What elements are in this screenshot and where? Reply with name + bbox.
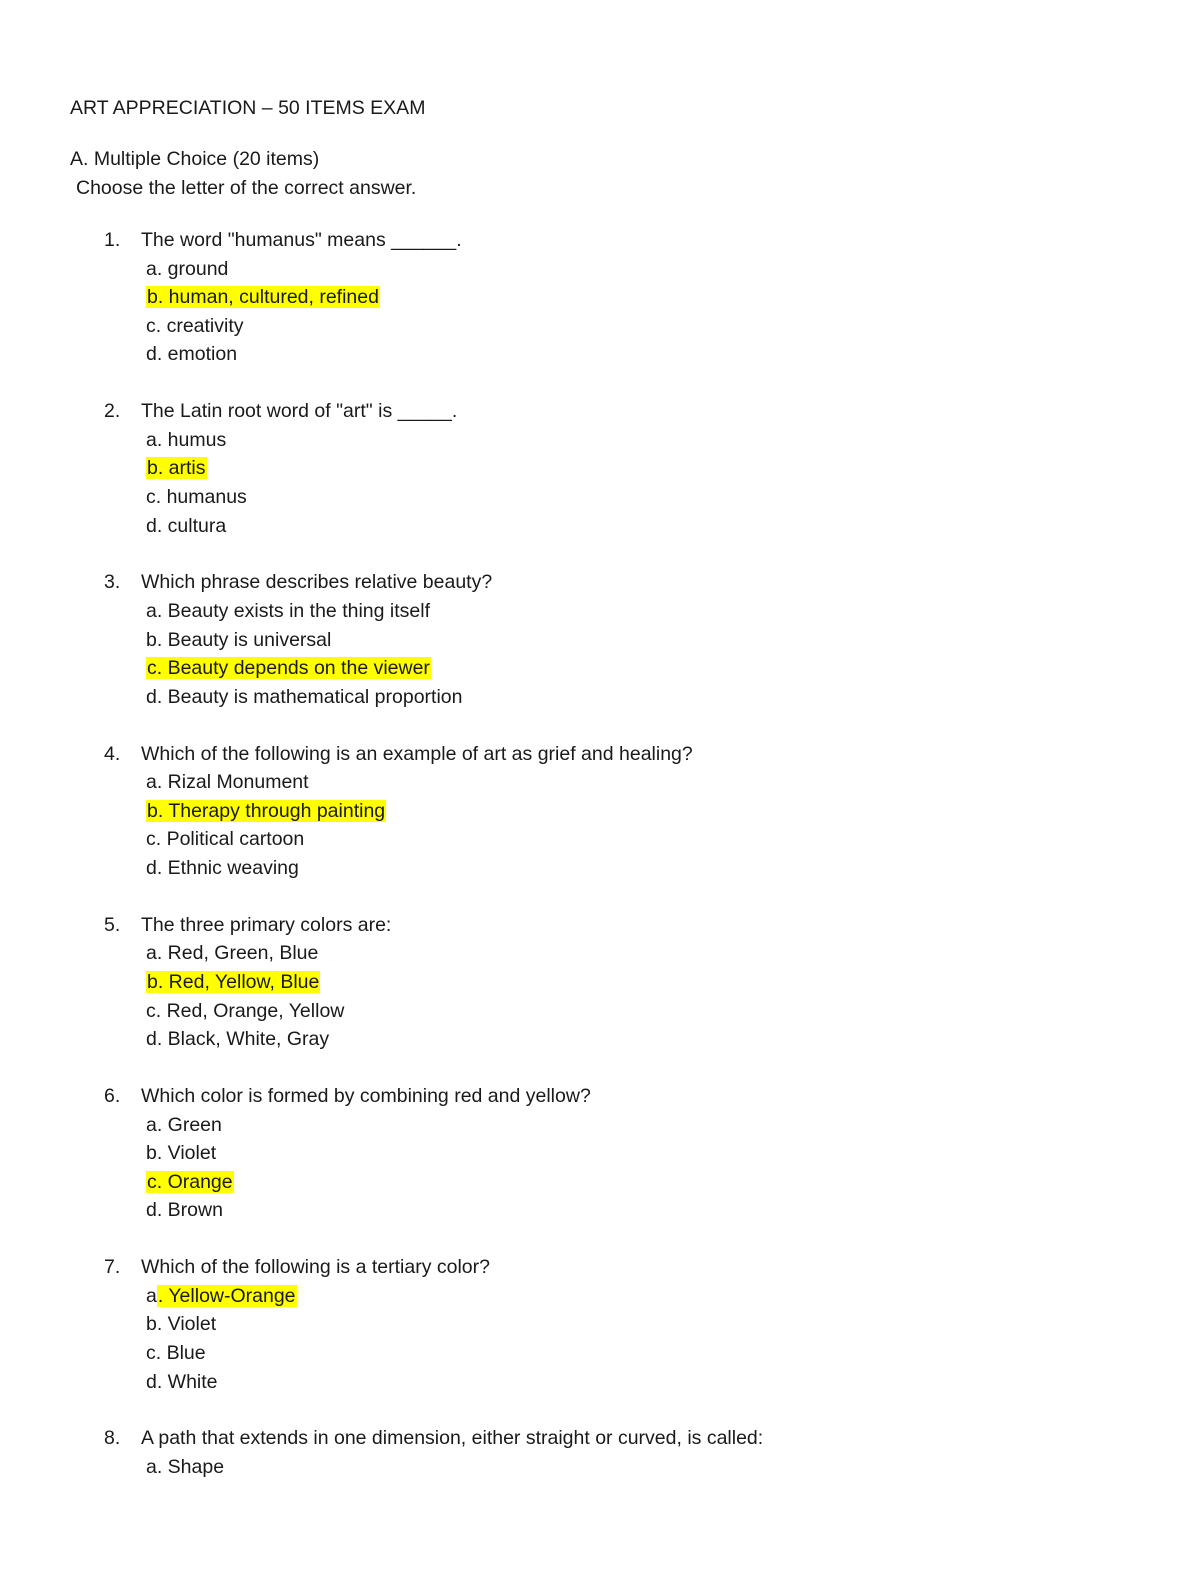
answer-option-text: d. Black, White, Gray	[146, 1028, 330, 1051]
answer-option	[146, 1339, 297, 1368]
answer-option	[146, 1111, 234, 1140]
question-number: 4.	[104, 742, 121, 765]
answer-option-text: c. humanus	[146, 485, 247, 508]
answer-option-highlighted	[146, 797, 386, 826]
answer-option	[146, 997, 344, 1026]
answer-option-text: d. Brown	[146, 1199, 223, 1222]
question-item	[0, 740, 1200, 911]
answer-option	[146, 683, 463, 712]
answer-options	[146, 426, 247, 540]
question-number: 8.	[104, 1427, 121, 1450]
correct-answer-highlight: b. Red, Yellow, Blue	[147, 970, 320, 993]
answer-option	[146, 825, 386, 854]
answer-options	[146, 768, 386, 882]
answer-option-text: a. Green	[146, 1113, 222, 1136]
answer-option	[146, 1453, 224, 1482]
question-item	[0, 397, 1200, 568]
answer-option-highlighted	[146, 454, 247, 483]
answer-option	[146, 597, 463, 626]
answer-option-text: c. Blue	[146, 1341, 206, 1364]
answer-option-text: a. Shape	[146, 1455, 225, 1478]
correct-answer-highlight: c. Orange	[147, 1170, 233, 1193]
question-item	[0, 1253, 1200, 1424]
answer-option-text: c. Political cartoon	[146, 828, 305, 851]
question-number: 6.	[104, 1084, 121, 1107]
answer-option-highlighted	[146, 654, 463, 683]
answer-option-highlighted	[146, 1282, 297, 1311]
question-number: 3.	[104, 571, 121, 594]
answer-option	[146, 939, 344, 968]
correct-answer-highlight: b. artis	[147, 457, 206, 480]
correct-answer-highlight: b. human, cultured, refined	[147, 286, 379, 309]
answer-option-text: a. Rizal Monument	[146, 771, 309, 794]
correct-answer-highlight: b. Therapy through painting	[147, 799, 386, 822]
section-heading: A. Multiple Choice (20 items)	[70, 148, 320, 170]
answer-option-highlighted	[146, 1168, 234, 1197]
correct-answer-highlight: c. Beauty depends on the viewer	[147, 657, 430, 680]
answer-option-text: d. White	[146, 1370, 218, 1393]
answer-option-text: c. Red, Orange, Yellow	[146, 999, 345, 1022]
question-text: Which phrase describes relative beauty?	[141, 571, 493, 594]
question-item	[0, 911, 1200, 1082]
answer-option-text: b. Violet	[146, 1313, 217, 1336]
answer-options	[146, 1453, 224, 1482]
question-text: Which of the following is an example of art as grief and healing?	[141, 742, 693, 765]
question-number: 1.	[104, 229, 121, 251]
answer-option	[146, 854, 386, 883]
answer-option	[146, 483, 247, 512]
answer-options	[146, 939, 344, 1053]
answer-option-text: b. Beauty is universal	[146, 628, 332, 651]
question-text: The three primary colors are:	[141, 913, 392, 936]
answer-option	[146, 1368, 297, 1397]
question-item	[0, 1424, 1200, 1595]
answer-option-text: d. Beauty is mathematical proportion	[146, 685, 463, 708]
answer-option-text: a. Red, Green, Blue	[146, 942, 319, 965]
answer-option	[146, 255, 380, 284]
answer-options	[146, 1282, 297, 1396]
answer-option	[146, 1025, 344, 1054]
answer-option	[146, 768, 386, 797]
answer-option-text: d. emotion	[146, 343, 238, 366]
answer-option-text: b. Violet	[146, 1142, 217, 1165]
question-text: Which of the following is a tertiary color?	[141, 1256, 490, 1279]
answer-option	[146, 1310, 297, 1339]
answer-option-highlighted	[146, 968, 344, 997]
question-list	[0, 226, 1200, 1596]
answer-option	[146, 626, 463, 655]
question-number: 2.	[104, 400, 121, 423]
answer-option-text: a. ground	[146, 257, 229, 280]
answer-option-text: d. cultura	[146, 514, 227, 537]
answer-option-text: d. Ethnic weaving	[146, 856, 299, 879]
question-number: 5.	[104, 913, 121, 936]
answer-options	[146, 255, 380, 369]
instructions-text: Choose the letter of the correct answer.	[76, 177, 417, 199]
document-title: ART APPRECIATION – 50 ITEMS EXAM	[70, 97, 426, 119]
question-text: Which color is formed by combining red and yellow?	[141, 1084, 591, 1107]
question-item	[0, 226, 1200, 397]
question-number: 7.	[104, 1256, 121, 1279]
answer-option-text: a. humus	[146, 428, 227, 451]
answer-option	[146, 426, 247, 455]
answer-option	[146, 340, 380, 369]
answer-option-highlighted	[146, 283, 380, 312]
answer-options	[146, 1111, 234, 1225]
question-text: A path that extends in one dimension, either straight or curved, is called:	[141, 1427, 764, 1450]
answer-options	[146, 597, 463, 711]
answer-option-text: a. Beauty exists in the thing itself	[146, 599, 430, 622]
answer-option	[146, 1139, 234, 1168]
answer-option	[146, 512, 247, 541]
answer-option-letter: a	[146, 1284, 157, 1307]
question-text: The Latin root word of "art" is _____.	[141, 400, 458, 423]
correct-answer-highlight: . Yellow-Orange	[157, 1284, 296, 1307]
question-item	[0, 568, 1200, 739]
answer-option	[146, 312, 380, 341]
answer-option-text: c. creativity	[146, 314, 244, 337]
question-text: The word "humanus" means ______.	[141, 229, 462, 251]
question-item	[0, 1082, 1200, 1253]
answer-option	[146, 1196, 234, 1225]
